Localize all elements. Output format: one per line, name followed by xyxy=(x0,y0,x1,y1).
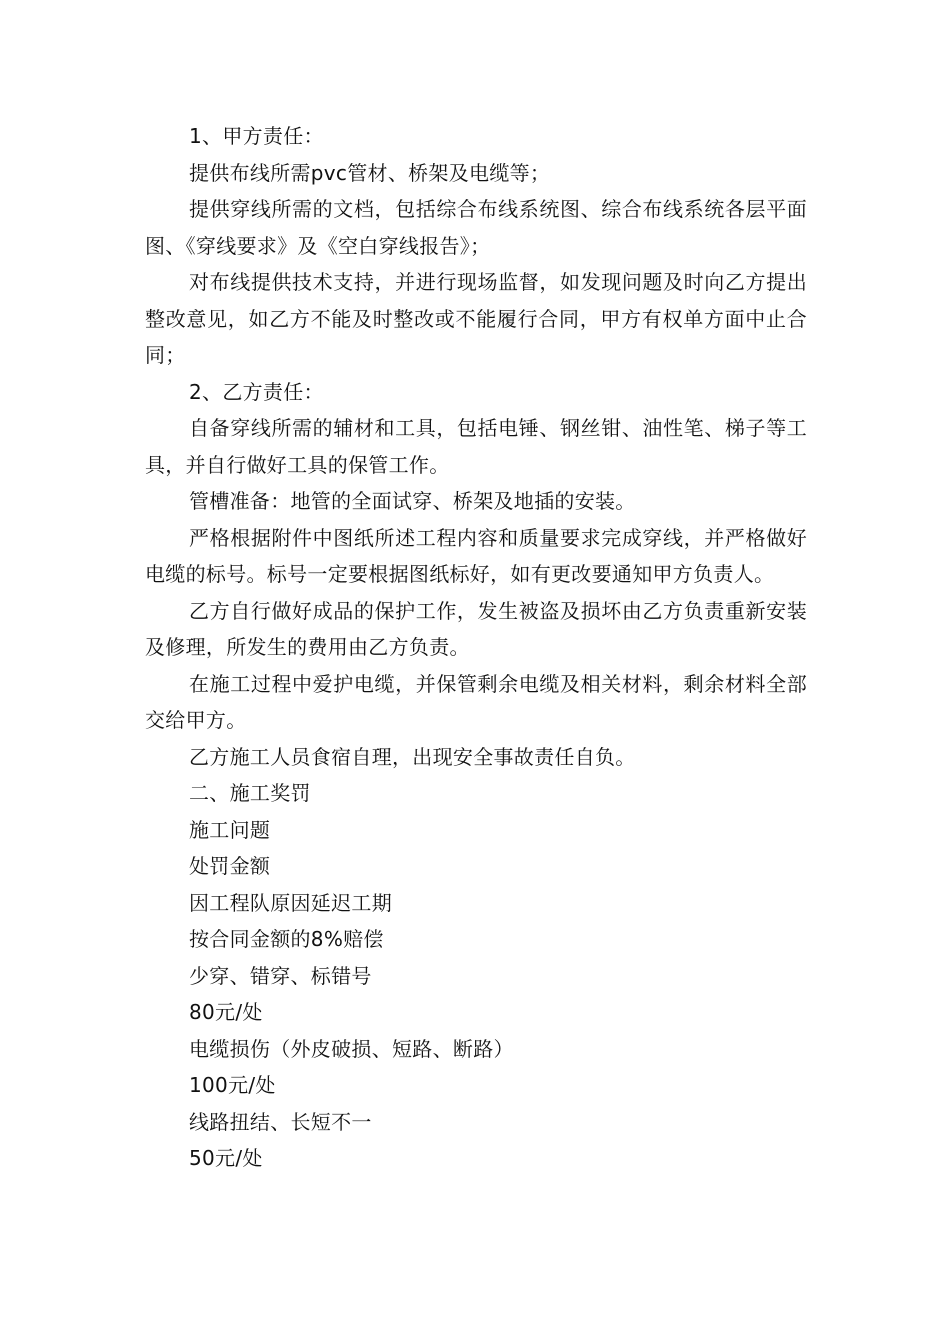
paragraph: 管槽准备：地管的全面试穿、桥架及地插的安装。 xyxy=(189,489,636,513)
table-cell: 80元/处 xyxy=(189,1000,263,1024)
paragraph: 乙方自行做好成品的保护工作，发生被盗及损坏由乙方负责重新安装及修理，所发生的费用由乙方负责。 xyxy=(145,598,807,659)
document-body xyxy=(145,118,807,1177)
paragraph: 严格根据附件中图纸所述工程内容和质量要求完成穿线，并严格做好电缆的标号。标号一定要根据图纸标好，如有更改要通知甲方负责人。 xyxy=(145,525,807,586)
paragraph: 在施工过程中爱护电缆，并保管剩余电缆及相关材料，剩余材料全部交给甲方。 xyxy=(145,671,807,732)
table-cell: 因工程队原因延迟工期 xyxy=(189,890,392,915)
paragraph: 提供穿线所需的文档，包括综合布线系统图、综合布线系统各层平面图、《穿线要求》及《空白穿线报告》； xyxy=(145,197,807,258)
table-cell: 线路扭结、长短不一 xyxy=(189,1109,372,1134)
table-cell: 电缆损伤（外皮破损、短路、断路） xyxy=(189,1036,514,1061)
paragraph: 1、甲方责任： xyxy=(189,124,324,148)
paragraph: 乙方施工人员食宿自理，出现安全事故责任自负。 xyxy=(189,744,636,769)
table-cell: 少穿、错穿、标错号 xyxy=(189,963,372,988)
section-heading: 二、施工奖罚 xyxy=(189,781,311,805)
table-cell: 处罚金额 xyxy=(189,854,271,878)
table-cell: 施工问题 xyxy=(189,817,271,842)
paragraph: 提供布线所需pvc管材、桥架及电缆等； xyxy=(189,160,551,185)
paragraph: 对布线提供技术支持，并进行现场监督，如发现问题及时向乙方提出整改意见，如乙方不能及时整改或不能履行合同，甲方有权单方面中止合同； xyxy=(145,270,807,367)
table-cell: 100元/处 xyxy=(189,1073,276,1097)
paragraph: 2、乙方责任： xyxy=(189,379,324,404)
paragraph: 自备穿线所需的辅材和工具，包括电锤、钢丝钳、油性笔、梯子等工具，并自行做好工具的保管工作。 xyxy=(145,416,807,477)
table-cell: 按合同金额的8%赔偿 xyxy=(189,927,384,951)
table-cell: 50元/处 xyxy=(189,1146,263,1170)
